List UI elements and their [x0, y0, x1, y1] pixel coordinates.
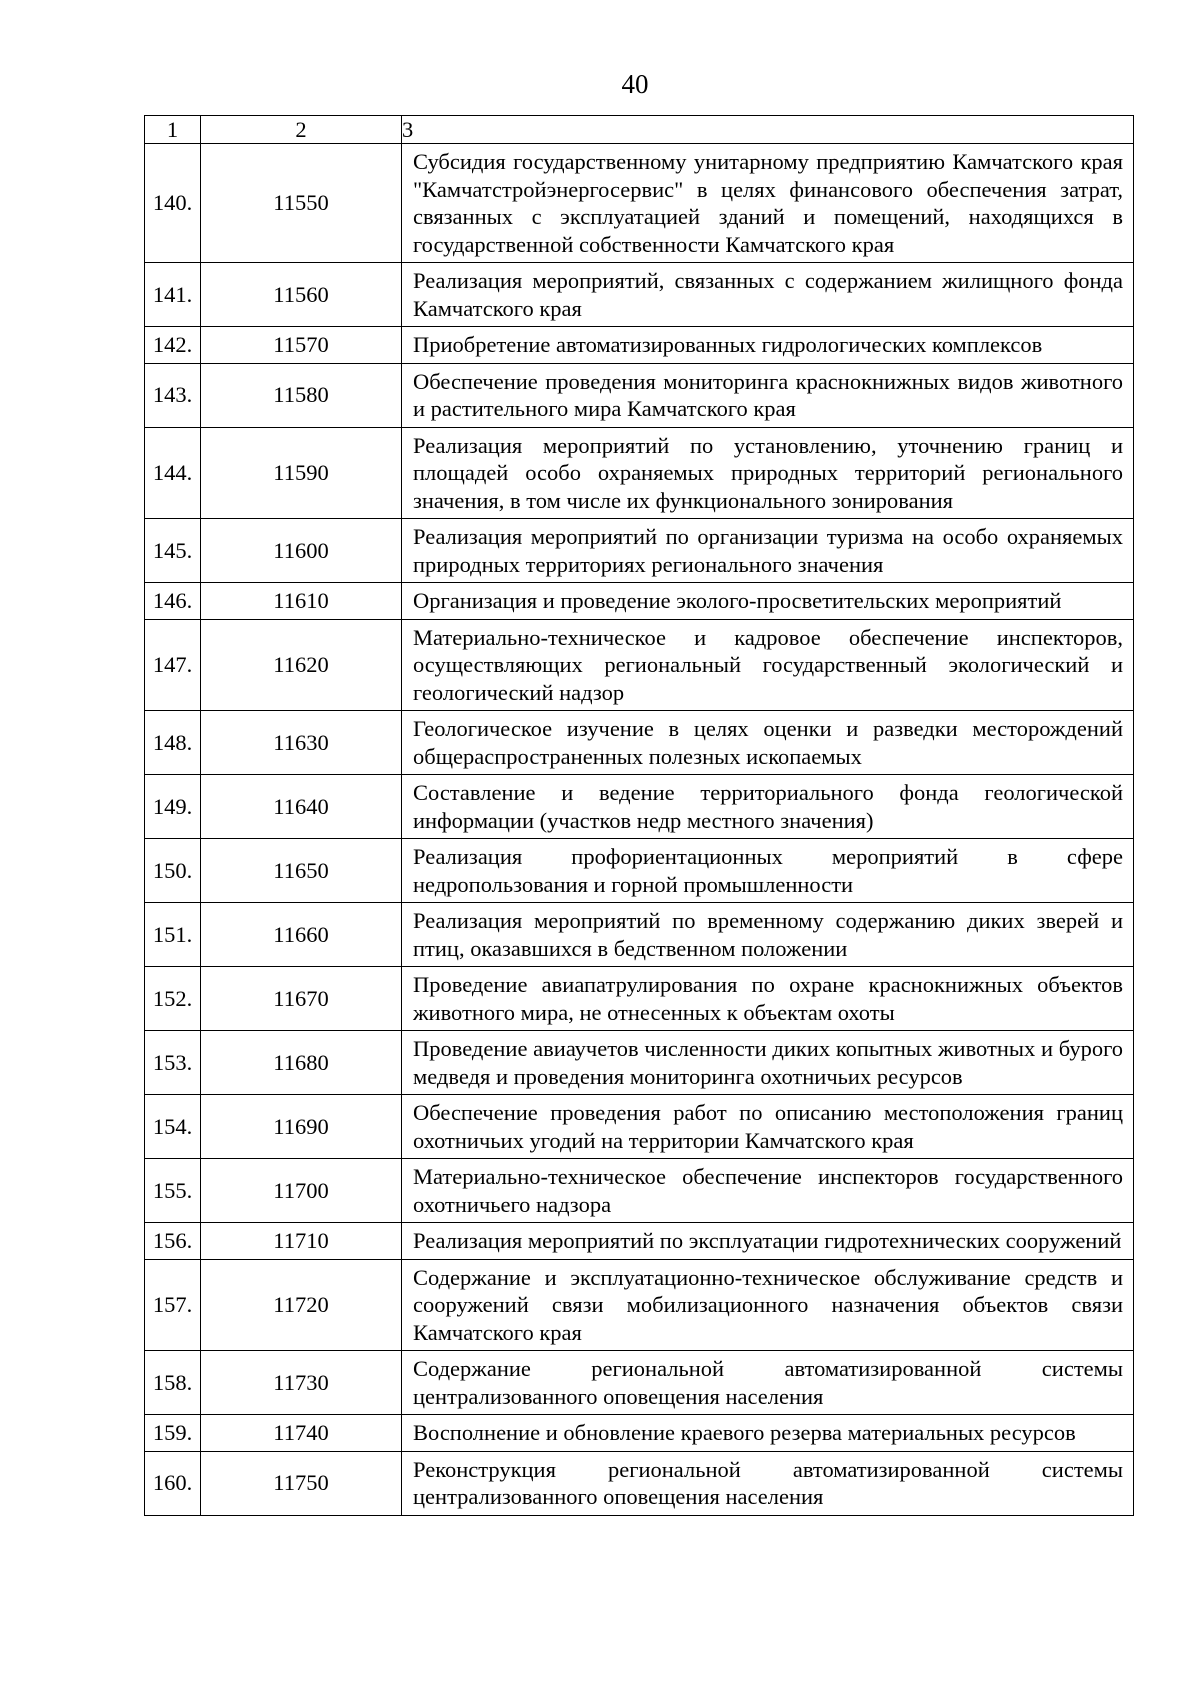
- row-description: Приобретение автоматизированных гидрологических комплексов: [402, 327, 1134, 364]
- row-description: Реализация мероприятий, связанных с содержанием жилищного фонда Камчатского края: [402, 263, 1134, 327]
- table-row: [145, 1415, 1134, 1452]
- table-row: [145, 327, 1134, 364]
- row-code: 11590: [201, 427, 402, 519]
- row-description: Восполнение и обновление краевого резерва материальных ресурсов: [402, 1415, 1134, 1452]
- row-code: 11710: [201, 1223, 402, 1260]
- row-number: 157.: [145, 1259, 201, 1351]
- row-number: 140.: [145, 144, 201, 263]
- row-number: 159.: [145, 1415, 201, 1452]
- row-code: 11660: [201, 903, 402, 967]
- row-description: Содержание и эксплуатационно-техническое обслуживание средств и сооружений связи мобилизационного назначения объектов связи Камчатского края: [402, 1259, 1134, 1351]
- row-number: 141.: [145, 263, 201, 327]
- row-code: 11740: [201, 1415, 402, 1452]
- row-number: 144.: [145, 427, 201, 519]
- row-code: 11670: [201, 967, 402, 1031]
- table-row: [145, 1031, 1134, 1095]
- table-row: [145, 1223, 1134, 1260]
- row-description: Субсидия государственному унитарному предприятию Камчатского края "Камчатстройэнергосервис" в целях финансового обеспечения затрат, связанных с эксплуатацией зданий и помещений, находящихся в государственной собственности Камчатского края: [402, 144, 1134, 263]
- table-body: [145, 116, 1134, 1516]
- row-description: Реализация мероприятий по эксплуатации гидротехнических сооружений: [402, 1223, 1134, 1260]
- budget-codes-table: [144, 115, 1134, 1516]
- row-number: 149.: [145, 775, 201, 839]
- row-number: 158.: [145, 1351, 201, 1415]
- row-code: 11730: [201, 1351, 402, 1415]
- row-code: 11680: [201, 1031, 402, 1095]
- row-description: Обеспечение проведения мониторинга краснокнижных видов животного и растительного мира Камчатского края: [402, 363, 1134, 427]
- row-number: 151.: [145, 903, 201, 967]
- row-description: Проведение авиаучетов численности диких копытных животных и бурого медведя и проведения мониторинга охотничьих ресурсов: [402, 1031, 1134, 1095]
- table-row: [145, 839, 1134, 903]
- row-description: Проведение авиапатрулирования по охране краснокнижных объектов животного мира, не отнесенных к объектам охоты: [402, 967, 1134, 1031]
- table-row: [145, 711, 1134, 775]
- row-code: 11580: [201, 363, 402, 427]
- table-row: [145, 903, 1134, 967]
- row-number: 145.: [145, 519, 201, 583]
- table-row: [145, 619, 1134, 711]
- table-row: [145, 967, 1134, 1031]
- row-description: Реконструкция региональной автоматизированной системы централизованного оповещения населения: [402, 1451, 1134, 1515]
- row-description: Обеспечение проведения работ по описанию местоположения границ охотничьих угодий на территории Камчатского края: [402, 1095, 1134, 1159]
- table-row: [145, 775, 1134, 839]
- row-code: 11640: [201, 775, 402, 839]
- row-number: 146.: [145, 583, 201, 620]
- page-number: 40: [621, 69, 649, 99]
- row-description: Реализация мероприятий по временному содержанию диких зверей и птиц, оказавшихся в бедственном положении: [402, 903, 1134, 967]
- row-number: 143.: [145, 363, 201, 427]
- row-code: 11650: [201, 839, 402, 903]
- table-row: [145, 363, 1134, 427]
- table-row: [145, 1351, 1134, 1415]
- row-code: 11630: [201, 711, 402, 775]
- row-number: 160.: [145, 1451, 201, 1515]
- row-description: Реализация мероприятий по установлению, уточнению границ и площадей особо охраняемых природных территорий регионального значения, в том числе их функционального зонирования: [402, 427, 1134, 519]
- row-number: 148.: [145, 711, 201, 775]
- table-row: [145, 583, 1134, 620]
- row-description: Составление и ведение территориального фонда геологической информации (участков недр местного значения): [402, 775, 1134, 839]
- row-number: 147.: [145, 619, 201, 711]
- table-header-row: [145, 116, 1134, 144]
- table-row: [145, 427, 1134, 519]
- header-col-3: 3: [402, 116, 1134, 144]
- row-code: 11720: [201, 1259, 402, 1351]
- row-code: 11620: [201, 619, 402, 711]
- table-row: [145, 1159, 1134, 1223]
- table-row: [145, 1451, 1134, 1515]
- row-number: 155.: [145, 1159, 201, 1223]
- header-col-2: 2: [201, 116, 402, 144]
- table-row: [145, 144, 1134, 263]
- row-number: 142.: [145, 327, 201, 364]
- row-code: 11610: [201, 583, 402, 620]
- row-code: 11560: [201, 263, 402, 327]
- row-description: Геологическое изучение в целях оценки и разведки месторождений общераспространенных полезных ископаемых: [402, 711, 1134, 775]
- row-number: 152.: [145, 967, 201, 1031]
- header-col-1: 1: [145, 116, 201, 144]
- row-number: 156.: [145, 1223, 201, 1260]
- row-code: 11690: [201, 1095, 402, 1159]
- row-number: 154.: [145, 1095, 201, 1159]
- row-description: Материально-техническое и кадровое обеспечение инспекторов, осуществляющих региональный государственный экологический и геологический надзор: [402, 619, 1134, 711]
- row-number: 153.: [145, 1031, 201, 1095]
- row-code: 11750: [201, 1451, 402, 1515]
- row-description: Организация и проведение эколого-просветительских мероприятий: [402, 583, 1134, 620]
- row-number: 150.: [145, 839, 201, 903]
- row-code: 11600: [201, 519, 402, 583]
- row-code: 11700: [201, 1159, 402, 1223]
- row-description: Реализация профориентационных мероприятий в сфере недропользования и горной промышленности: [402, 839, 1134, 903]
- row-description: Содержание региональной автоматизированной системы централизованного оповещения населения: [402, 1351, 1134, 1415]
- table-row: [145, 263, 1134, 327]
- row-description: Реализация мероприятий по организации туризма на особо охраняемых природных территориях регионального значения: [402, 519, 1134, 583]
- row-code: 11550: [201, 144, 402, 263]
- row-code: 11570: [201, 327, 402, 364]
- row-description: Материально-техническое обеспечение инспекторов государственного охотничьего надзора: [402, 1159, 1134, 1223]
- table-row: [145, 1259, 1134, 1351]
- table-row: [145, 1095, 1134, 1159]
- table-row: [145, 519, 1134, 583]
